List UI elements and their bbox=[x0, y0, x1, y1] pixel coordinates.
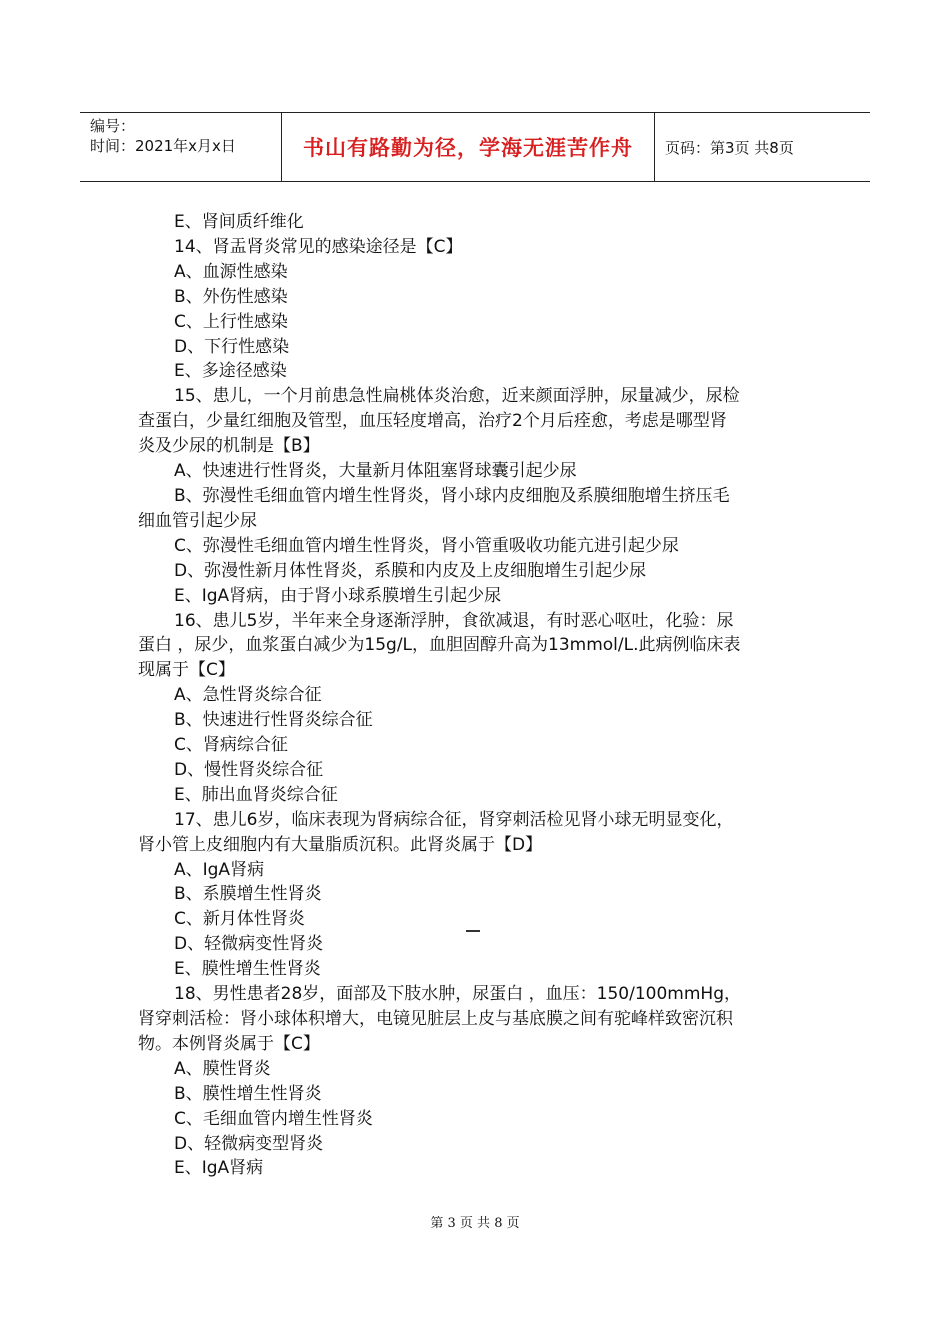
header-meta bbox=[90, 113, 280, 184]
document-body bbox=[138, 210, 818, 1181]
text-line: E、肾间质纤维化 bbox=[174, 212, 304, 232]
text-line: A、急性肾炎综合征 bbox=[174, 685, 322, 706]
text-line: D、轻微病变性肾炎 bbox=[174, 934, 324, 955]
text-line: C、上行性感染 bbox=[174, 311, 288, 332]
text-line: D、慢性肾炎综合征 bbox=[174, 759, 324, 780]
page-header bbox=[80, 112, 870, 182]
text-line: 肾穿刺活检：肾小球体积增大，电镜见脏层上皮与基底膜之间有驼峰样致密沉积 bbox=[138, 1009, 733, 1029]
text-line: C、肾病综合征 bbox=[174, 735, 288, 756]
text-line: D、弥漫性新月体性肾炎，系膜和内皮及上皮细胞增生引起少尿 bbox=[174, 560, 647, 581]
text-line: B、系膜增生性肾炎 bbox=[174, 884, 322, 905]
text-line: 细血管引起少尿 bbox=[138, 510, 257, 531]
text-line: A、膜性肾炎 bbox=[174, 1058, 271, 1079]
page-number-label: 页码：第3页 共8页 bbox=[665, 138, 794, 157]
text-line: 现属于【C】 bbox=[138, 660, 235, 681]
text-line: C、弥漫性毛细血管内增生性肾炎，肾小管重吸收功能亢进引起少尿 bbox=[174, 535, 679, 556]
text-line: E、IgA肾病，由于肾小球系膜增生引起少尿 bbox=[174, 585, 502, 606]
text-line: B、外伤性感染 bbox=[174, 286, 288, 307]
text-line: 查蛋白，少量红细胞及管型，血压轻度增高，治疗2个月后痊愈，考虑是哪型肾 bbox=[138, 411, 727, 432]
text-line: D、下行性感染 bbox=[174, 336, 290, 357]
text-line: 15、患儿，一个月前患急性扁桃体炎治愈，近来颜面浮肿，尿量减少，尿检 bbox=[174, 386, 740, 407]
text-line: A、IgA肾病 bbox=[174, 859, 265, 880]
text-line: E、多途径感染 bbox=[174, 361, 287, 382]
text-line: E、膜性增生性肾炎 bbox=[174, 959, 321, 980]
text-line: 17、患儿6岁，临床表现为肾病综合征，肾穿刺活检见肾小球无明显变化， bbox=[174, 809, 734, 830]
stray-dash-mark bbox=[466, 930, 480, 932]
text-line: E、肺出血肾炎综合征 bbox=[174, 784, 338, 805]
motto-text: 书山有路勤为径，学海无涯苦作舟 bbox=[303, 136, 633, 160]
text-line: 16、患儿5岁，半年来全身逐渐浮肿，食欲减退，有时恶心呕吐，化验：尿 bbox=[174, 610, 734, 631]
text-line: D、轻微病变型肾炎 bbox=[174, 1133, 324, 1154]
text-line: 14、肾盂肾炎常见的感染途径是【C】 bbox=[174, 236, 463, 257]
footer-page-number: 第 3 页 共 8 页 bbox=[430, 1216, 520, 1231]
text-line: B、快速进行性肾炎综合征 bbox=[174, 710, 373, 731]
header-motto-cell bbox=[281, 113, 655, 181]
text-line: C、新月体性肾炎 bbox=[174, 909, 305, 930]
text-line: C、毛细血管内增生性肾炎 bbox=[174, 1108, 373, 1129]
page-footer bbox=[0, 1212, 950, 1231]
text-line: 肾小管上皮细胞内有大量脂质沉积。此肾炎属于【D】 bbox=[138, 834, 543, 855]
text-line: 炎及少尿的机制是【B】 bbox=[138, 436, 320, 457]
text-line: A、血源性感染 bbox=[174, 261, 288, 282]
header-page-cell bbox=[665, 113, 865, 181]
text-line: B、弥漫性毛细血管内增生性肾炎，肾小球内皮细胞及系膜细胞增生挤压毛 bbox=[174, 485, 730, 506]
text-line: 物。本例肾炎属于【C】 bbox=[138, 1033, 320, 1054]
text-line: A、快速进行性肾炎，大量新月体阻塞肾球囊引起少尿 bbox=[174, 461, 577, 482]
text-line: B、膜性增生性肾炎 bbox=[174, 1083, 322, 1104]
serial-number-label: 编号： bbox=[90, 117, 136, 135]
text-line: 蛋白 ，尿少，血浆蛋白减少为15g/L，血胆固醇升高为13mmol/L.此病例临床表 bbox=[138, 635, 741, 656]
date-label: 时间：2021年x月x日 bbox=[90, 137, 236, 155]
text-line: E、IgA肾病 bbox=[174, 1158, 264, 1179]
text-line: 18、男性患者28岁，面部及下肢水肿，尿蛋白 ，血压：150/100mmHg， bbox=[174, 984, 741, 1005]
